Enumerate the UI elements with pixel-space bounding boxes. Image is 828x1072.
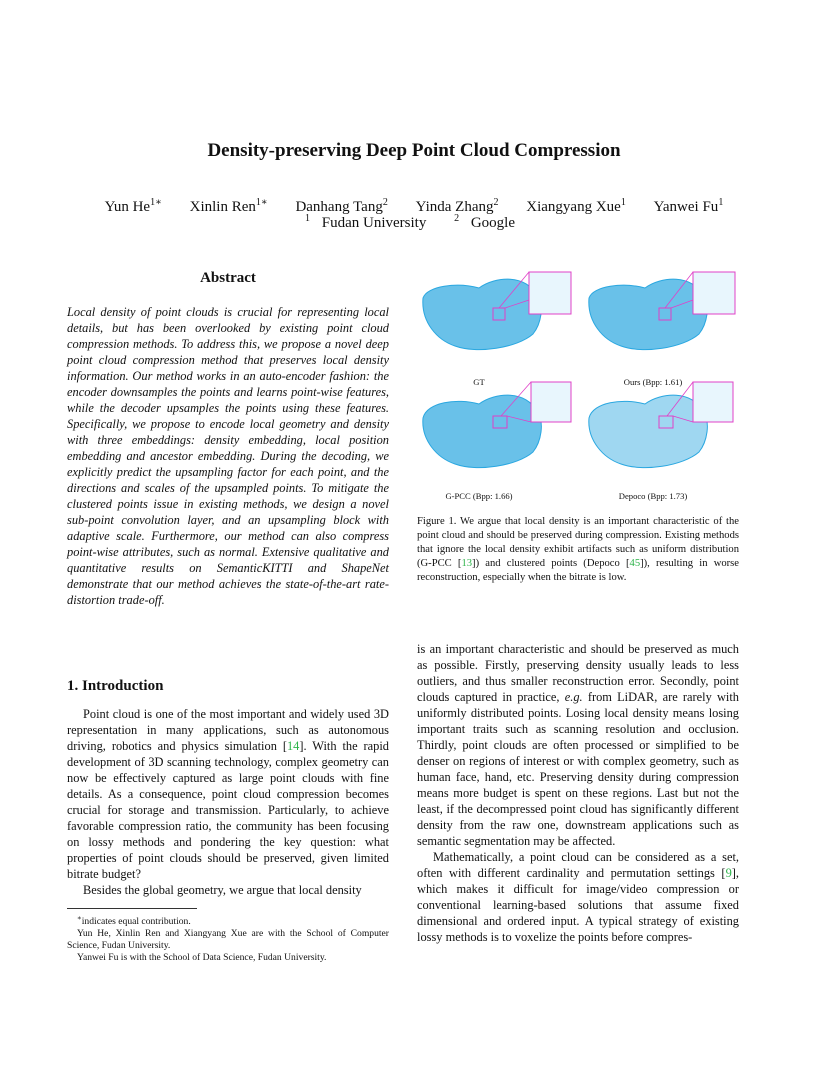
- footnotes: [67, 912, 389, 964]
- panel-gt: [423, 272, 571, 387]
- introduction-continued: [417, 641, 739, 945]
- zoom-inset: [529, 272, 571, 314]
- paragraph: Besides the global geometry, we argue that local density: [83, 883, 362, 897]
- footnote: ∗indicates equal contribution.: [77, 914, 191, 928]
- zoom-inset: [693, 382, 733, 422]
- panel-ours: [589, 272, 735, 387]
- paragraph: is an important characteristic and should be preserved as much as possible. Firstly, preserving density usually leads to less outliers, and thus smaller reconstruction error. Secondly, point clouds captured in practice, e.g. from LiDAR, are rarely with uniformly distributed points. Losing local density means losing important traits such as scanning resolution and occlusion. Thirdly, point clouds are often processed or simplified to be denser on regions of interest or with complex geometry, such as human face, hand, etc. Preserving density during compression means more budget is spent on these regions. Last but not the least, if the decompressed point cloud has significantly different density from the raw one, downstream applications such as semantic segmentation may be affected.: [417, 642, 739, 848]
- zoom-inset: [531, 382, 571, 422]
- affiliation: $^1$ Fudan University: [305, 213, 427, 231]
- abstract-heading: Abstract: [200, 270, 256, 286]
- footnote: Yun He, Xinlin Ren and Xiangyang Xue are with the School of Computer Science, Fudan University.: [67, 928, 389, 952]
- affiliation: $^2$ Google: [454, 213, 515, 231]
- figure-1: [417, 268, 739, 508]
- citation-link[interactable]: 13: [461, 558, 473, 569]
- author: Yanwei Fu$^1$: [653, 197, 724, 215]
- panel-label: GT: [473, 377, 485, 387]
- author: Xiangyang Xue$^1$: [526, 197, 626, 215]
- footnote: Yanwei Fu is with the School of Data Science, Fudan University.: [77, 952, 327, 964]
- introduction-text: [67, 706, 389, 898]
- panel-label: G-PCC (Bpp: 1.66): [445, 491, 513, 501]
- paragraph: Mathematically, a point cloud can be considered as a set, often with different cardinality and permutation settings [9], which makes it difficult for image/video compression or conventional learning-based solutions that assume fixed dimensional and ordered input. A typical strategy of existing lossy methods is to voxelize the points before compres-: [417, 850, 739, 944]
- zoom-inset: [693, 272, 735, 314]
- figure-caption: Figure 1. We argue that local density is an important characteristic of the point cloud and should be preserved during compression. Existing methods that ignore the local density exhibit artifacts such as uniform distribution (G-PCC [13]) and clustered points (Depoco [45]), resulting in worse reconstruction, especially when the bitrate is low.: [417, 516, 740, 583]
- panel-label: Ours (Bpp: 1.61): [623, 377, 683, 387]
- citation-link[interactable]: 14: [286, 739, 300, 753]
- panel-label: Depoco (Bpp: 1.73): [618, 491, 688, 501]
- author: Danhang Tang$^2$: [295, 197, 388, 215]
- author: Xinlin Ren$^{1∗}$: [189, 197, 268, 215]
- author: Yinda Zhang$^2$: [415, 197, 499, 215]
- author: Yun $He^{1∗}$: [104, 197, 162, 215]
- section-heading-introduction: 1. Introduction: [67, 678, 164, 694]
- paragraph: Point cloud is one of the most important and widely used 3D representation in many applications, such as autonomous driving, robotics and physics simulation [14]. With the rapid development of 3D scanning technology, complex geometry can now be effectively captured as large point clouds with fine details. As a consequence, point cloud compression becomes crucial for storage and transmission. Particularly, to achieve favorable compression ratio, the community has been focusing on lossy methods and pondering the key question: what properties of point clouds should be preserved, given limited bitrate budget?: [67, 707, 389, 881]
- car-point-cloud: [589, 279, 708, 349]
- footnote-rule: [67, 908, 197, 909]
- car-point-cloud: [589, 395, 708, 467]
- car-point-cloud: [423, 395, 542, 467]
- panel-gpcc: [423, 382, 571, 501]
- abstract-text: Local density of point clouds is crucial for representing local details, but has been overlooked by existing point cloud compression methods. To address this, we propose a novel deep point cloud compression method that preserves local density information. Our method works in an auto-encoder fashion: the encoder downsamples the points and learns point-wise features, while the decoder upsamples the points using these features. Specifically, we propose to encode local geometry and density with three embeddings: density embedding, local position embedding and ancestor embedding. During the decoding, we explicitly predict the upsampling factor for each point, and the directions and scales of the upsampled points. To mitigate the clustered points issue in existing methods, we design a novel sub-point convolution layer, and an upsampling block with adaptive scale. Furthermore, our method can also compress point-wise attributes, such as normal. Extensive qualitative and quantitative results on SemanticKITTI and ShapeNet demonstrate that our method achieves the state-of-the-art rate-distortion trade-off.: [67, 305, 389, 607]
- panel-depoco: [589, 382, 733, 501]
- affiliations: [0, 213, 828, 232]
- citation-link[interactable]: 9: [725, 866, 732, 880]
- citation-link[interactable]: 45: [629, 558, 641, 569]
- car-point-cloud: [423, 279, 542, 349]
- paper-title: Density-preserving Deep Point Cloud Compression: [207, 140, 621, 161]
